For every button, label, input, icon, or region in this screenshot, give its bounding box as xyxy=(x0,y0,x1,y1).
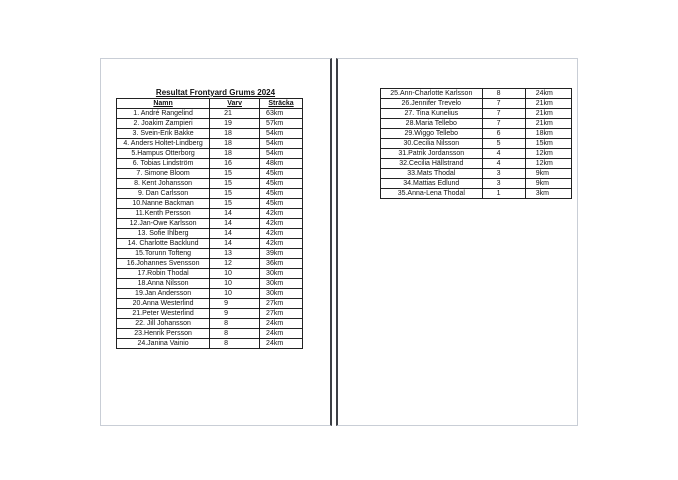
distance-cell: 24km xyxy=(260,319,303,329)
runner-name: 9. Dan Carlsson xyxy=(117,189,210,199)
distance-cell: 39km xyxy=(260,249,303,259)
laps-cell: 15 xyxy=(210,179,260,189)
table-row xyxy=(381,99,572,109)
table-row xyxy=(117,309,303,319)
results-table-right xyxy=(380,88,572,199)
table-row xyxy=(117,319,303,329)
runner-name: 26.Jennifer Trevelo xyxy=(381,99,483,109)
laps-cell: 8 xyxy=(210,329,260,339)
table-row xyxy=(117,229,303,239)
laps-cell: 19 xyxy=(210,119,260,129)
runner-name: 23.Henrik Persson xyxy=(117,329,210,339)
distance-cell: 63km xyxy=(260,109,303,119)
runner-name: 25.Ann-Charlotte Karlsson xyxy=(381,89,483,99)
runner-name: 35.Anna-Lena Thodal xyxy=(381,189,483,199)
table-row xyxy=(117,149,303,159)
runner-name: 10.Nanne Backman xyxy=(117,199,210,209)
runner-name: 17.Robin Thodal xyxy=(117,269,210,279)
table-row xyxy=(117,189,303,199)
distance-cell: 54km xyxy=(260,129,303,139)
runner-name: 11.Kenth Persson xyxy=(117,209,210,219)
laps-cell: 18 xyxy=(210,129,260,139)
laps-cell: 16 xyxy=(210,159,260,169)
distance-cell: 15km xyxy=(525,139,571,149)
table-row xyxy=(381,179,572,189)
table-row xyxy=(381,129,572,139)
distance-cell: 27km xyxy=(260,299,303,309)
runner-name: 21.Peter Westerlind xyxy=(117,309,210,319)
runner-name: 20.Anna Westerlind xyxy=(117,299,210,309)
table-row xyxy=(381,189,572,199)
distance-cell: 21km xyxy=(525,119,571,129)
runner-name: 15.Torunn Tofteng xyxy=(117,249,210,259)
laps-cell: 6 xyxy=(482,129,525,139)
table-row xyxy=(117,199,303,209)
runner-name: 34.Mattias Edlund xyxy=(381,179,483,189)
laps-cell: 13 xyxy=(210,249,260,259)
distance-cell: 24km xyxy=(260,339,303,349)
table-row xyxy=(117,249,303,259)
laps-cell: 8 xyxy=(210,319,260,329)
laps-cell: 3 xyxy=(482,169,525,179)
runner-name: 29.Wiggo Tellebo xyxy=(381,129,483,139)
laps-cell: 12 xyxy=(210,259,260,269)
runner-name: 6. Tobias Lindström xyxy=(117,159,210,169)
laps-cell: 1 xyxy=(482,189,525,199)
runner-name: 14. Charlotte Backlund xyxy=(117,239,210,249)
laps-cell: 18 xyxy=(210,149,260,159)
laps-cell: 14 xyxy=(210,219,260,229)
distance-cell: 9km xyxy=(525,169,571,179)
distance-cell: 42km xyxy=(260,229,303,239)
runner-name: 30.Cecilia Nilsson xyxy=(381,139,483,149)
runner-name: 16.Johannes Svensson xyxy=(117,259,210,269)
header-name: Namn xyxy=(117,99,210,109)
table-row xyxy=(117,279,303,289)
distance-cell: 54km xyxy=(260,149,303,159)
runner-name: 8. Kent Johansson xyxy=(117,179,210,189)
table-row xyxy=(381,89,572,99)
distance-cell: 45km xyxy=(260,179,303,189)
runner-name: 3. Svein-Erik Bakke xyxy=(117,129,210,139)
runner-name: 13. Sofie Ihlberg xyxy=(117,229,210,239)
laps-cell: 9 xyxy=(210,299,260,309)
laps-cell: 4 xyxy=(482,159,525,169)
document-page-left xyxy=(100,58,332,426)
laps-cell: 7 xyxy=(482,119,525,129)
laps-cell: 8 xyxy=(210,339,260,349)
table-header-row xyxy=(117,99,303,109)
distance-cell: 30km xyxy=(260,289,303,299)
runner-name: 24.Janina Vainio xyxy=(117,339,210,349)
laps-cell: 7 xyxy=(482,99,525,109)
runner-name: 12.Jan-Owe Karlsson xyxy=(117,219,210,229)
distance-cell: 48km xyxy=(260,159,303,169)
laps-cell: 4 xyxy=(482,149,525,159)
laps-cell: 10 xyxy=(210,289,260,299)
laps-cell: 18 xyxy=(210,139,260,149)
laps-cell: 14 xyxy=(210,239,260,249)
table-row xyxy=(381,149,572,159)
table-row xyxy=(117,269,303,279)
document-title: Resultat Frontyard Grums 2024 xyxy=(155,88,276,97)
table-row xyxy=(117,289,303,299)
table-row xyxy=(117,119,303,129)
results-table-left xyxy=(116,98,303,349)
distance-cell: 21km xyxy=(525,109,571,119)
table-row xyxy=(117,259,303,269)
laps-cell: 15 xyxy=(210,199,260,209)
laps-cell: 14 xyxy=(210,209,260,219)
laps-cell: 14 xyxy=(210,229,260,239)
table-row xyxy=(381,159,572,169)
table-row xyxy=(117,169,303,179)
distance-cell: 42km xyxy=(260,219,303,229)
runner-name: 5.Hampus Otterborg xyxy=(117,149,210,159)
table-row xyxy=(117,299,303,309)
laps-cell: 15 xyxy=(210,189,260,199)
runner-name: 33.Mats Thodal xyxy=(381,169,483,179)
laps-cell: 10 xyxy=(210,269,260,279)
distance-cell: 45km xyxy=(260,199,303,209)
table-row xyxy=(117,339,303,349)
table-row xyxy=(117,329,303,339)
laps-cell: 9 xyxy=(210,309,260,319)
header-laps: Varv xyxy=(210,99,260,109)
runner-name: 2. Joakim Zampieri xyxy=(117,119,210,129)
laps-cell: 5 xyxy=(482,139,525,149)
distance-cell: 42km xyxy=(260,209,303,219)
distance-cell: 45km xyxy=(260,189,303,199)
distance-cell: 54km xyxy=(260,139,303,149)
distance-cell: 57km xyxy=(260,119,303,129)
runner-name: 32.Cecilia Hällstrand xyxy=(381,159,483,169)
laps-cell: 8 xyxy=(482,89,525,99)
runner-name: 7. Simone Bloom xyxy=(117,169,210,179)
laps-cell: 15 xyxy=(210,169,260,179)
distance-cell: 3km xyxy=(525,189,571,199)
distance-cell: 12km xyxy=(525,159,571,169)
header-distance: Sträcka xyxy=(260,99,303,109)
distance-cell: 30km xyxy=(260,269,303,279)
distance-cell: 24km xyxy=(260,329,303,339)
runner-name: 4. Anders Holtet-Lindberg xyxy=(117,139,210,149)
distance-cell: 9km xyxy=(525,179,571,189)
laps-cell: 3 xyxy=(482,179,525,189)
laps-cell: 21 xyxy=(210,109,260,119)
runner-name: 18.Anna Nilsson xyxy=(117,279,210,289)
table-row xyxy=(117,239,303,249)
table-row xyxy=(381,139,572,149)
distance-cell: 27km xyxy=(260,309,303,319)
runner-name: 27. Tina Kunelius xyxy=(381,109,483,119)
distance-cell: 45km xyxy=(260,169,303,179)
distance-cell: 30km xyxy=(260,279,303,289)
table-row xyxy=(381,169,572,179)
table-row xyxy=(117,219,303,229)
table-row xyxy=(117,209,303,219)
distance-cell: 12km xyxy=(525,149,571,159)
distance-cell: 42km xyxy=(260,239,303,249)
table-row xyxy=(381,119,572,129)
runner-name: 22. Jill Johansson xyxy=(117,319,210,329)
runner-name: 1. André Rangelind xyxy=(117,109,210,119)
table-row xyxy=(117,159,303,169)
distance-cell: 24km xyxy=(525,89,571,99)
table-row xyxy=(117,179,303,189)
table-row xyxy=(117,109,303,119)
document-page-right xyxy=(336,58,578,426)
laps-cell: 10 xyxy=(210,279,260,289)
runner-name: 31.Patrik Jordansson xyxy=(381,149,483,159)
runner-name: 19.Jan Andersson xyxy=(117,289,210,299)
distance-cell: 18km xyxy=(525,129,571,139)
distance-cell: 36km xyxy=(260,259,303,269)
table-row xyxy=(117,129,303,139)
table-row xyxy=(117,139,303,149)
laps-cell: 7 xyxy=(482,109,525,119)
table-row xyxy=(381,109,572,119)
distance-cell: 21km xyxy=(525,99,571,109)
runner-name: 28.Maria Tellebo xyxy=(381,119,483,129)
